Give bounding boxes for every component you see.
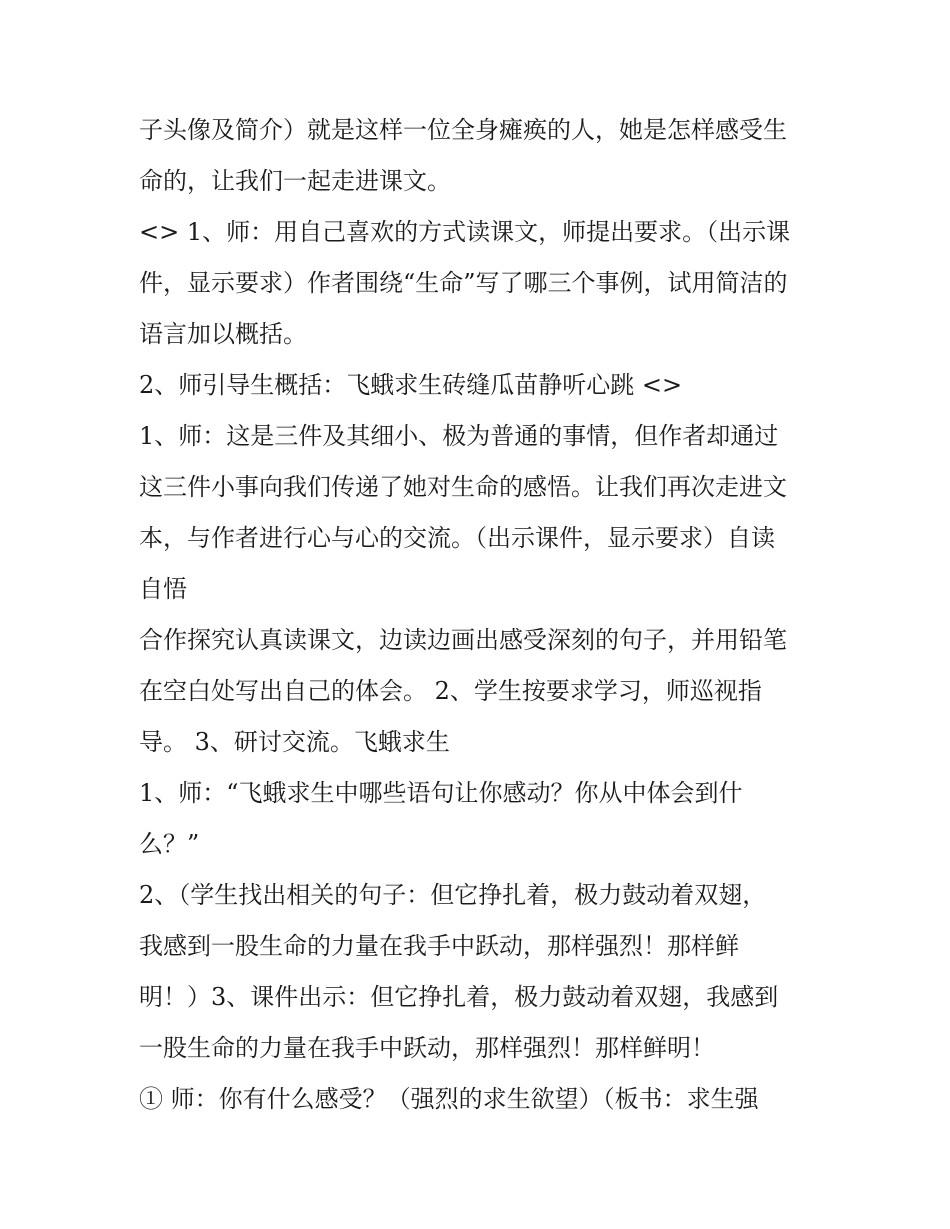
text-line: ① 师：你有什么感受？（强烈的求生欲望）（板书：求生强 (139, 1085, 759, 1113)
text-line: 件，显示要求）作者围绕“生命”写了哪三个事例，试用简洁的 (139, 269, 788, 297)
text-line: 合作探究认真读课文，边读边画出感受深刻的句子，并用铅笔 (139, 626, 787, 654)
text-line: 一股生命的力量在我手中跃动，那样强烈！那样鲜明！ (139, 1034, 715, 1062)
text-line: <> 1、师：用自己喜欢的方式读课文，师提出要求。（出示课 (139, 218, 791, 246)
text-line: 1、师：“飞蛾求生中哪些语句让你感动？你从中体会到什 (139, 779, 743, 807)
text-line: 自悟 (139, 575, 187, 603)
text-line: 在空白处写出自己的体会。 2、学生按要求学习，师巡视指 (139, 677, 762, 705)
text-line: 我感到一股生命的力量在我手中跃动，那样强烈！那样鲜 (139, 932, 739, 960)
text-line: 命的，让我们一起走进课文。 (139, 167, 451, 195)
body-text (139, 108, 829, 1128)
text-line: 本，与作者进行心与心的交流。（出示课件，显示要求）自读 (139, 524, 775, 552)
text-line: 这三件小事向我们传递了她对生命的感悟。让我们再次走进文 (139, 473, 787, 501)
text-line: 2、师引导生概括：飞蛾求生砖缝瓜苗静听心跳 <> (139, 371, 683, 399)
text-line: 子头像及简介）就是这样一位全身瘫痪的人，她是怎样感受生 (139, 116, 787, 144)
text-line: 明！）3、课件出示：但它挣扎着，极力鼓动着双翅，我感到 (139, 983, 779, 1011)
text-line: 导。 3、研讨交流。飞蛾求生 (139, 728, 450, 756)
text-line: 语言加以概括。 (139, 320, 307, 348)
text-line: 么？” (139, 830, 200, 858)
text-line: 2、（学生找出相关的句子：但它挣扎着，极力鼓动着双翅， (139, 881, 767, 909)
text-line: 1、师：这是三件及其细小、极为普通的事情，但作者却通过 (139, 422, 779, 450)
